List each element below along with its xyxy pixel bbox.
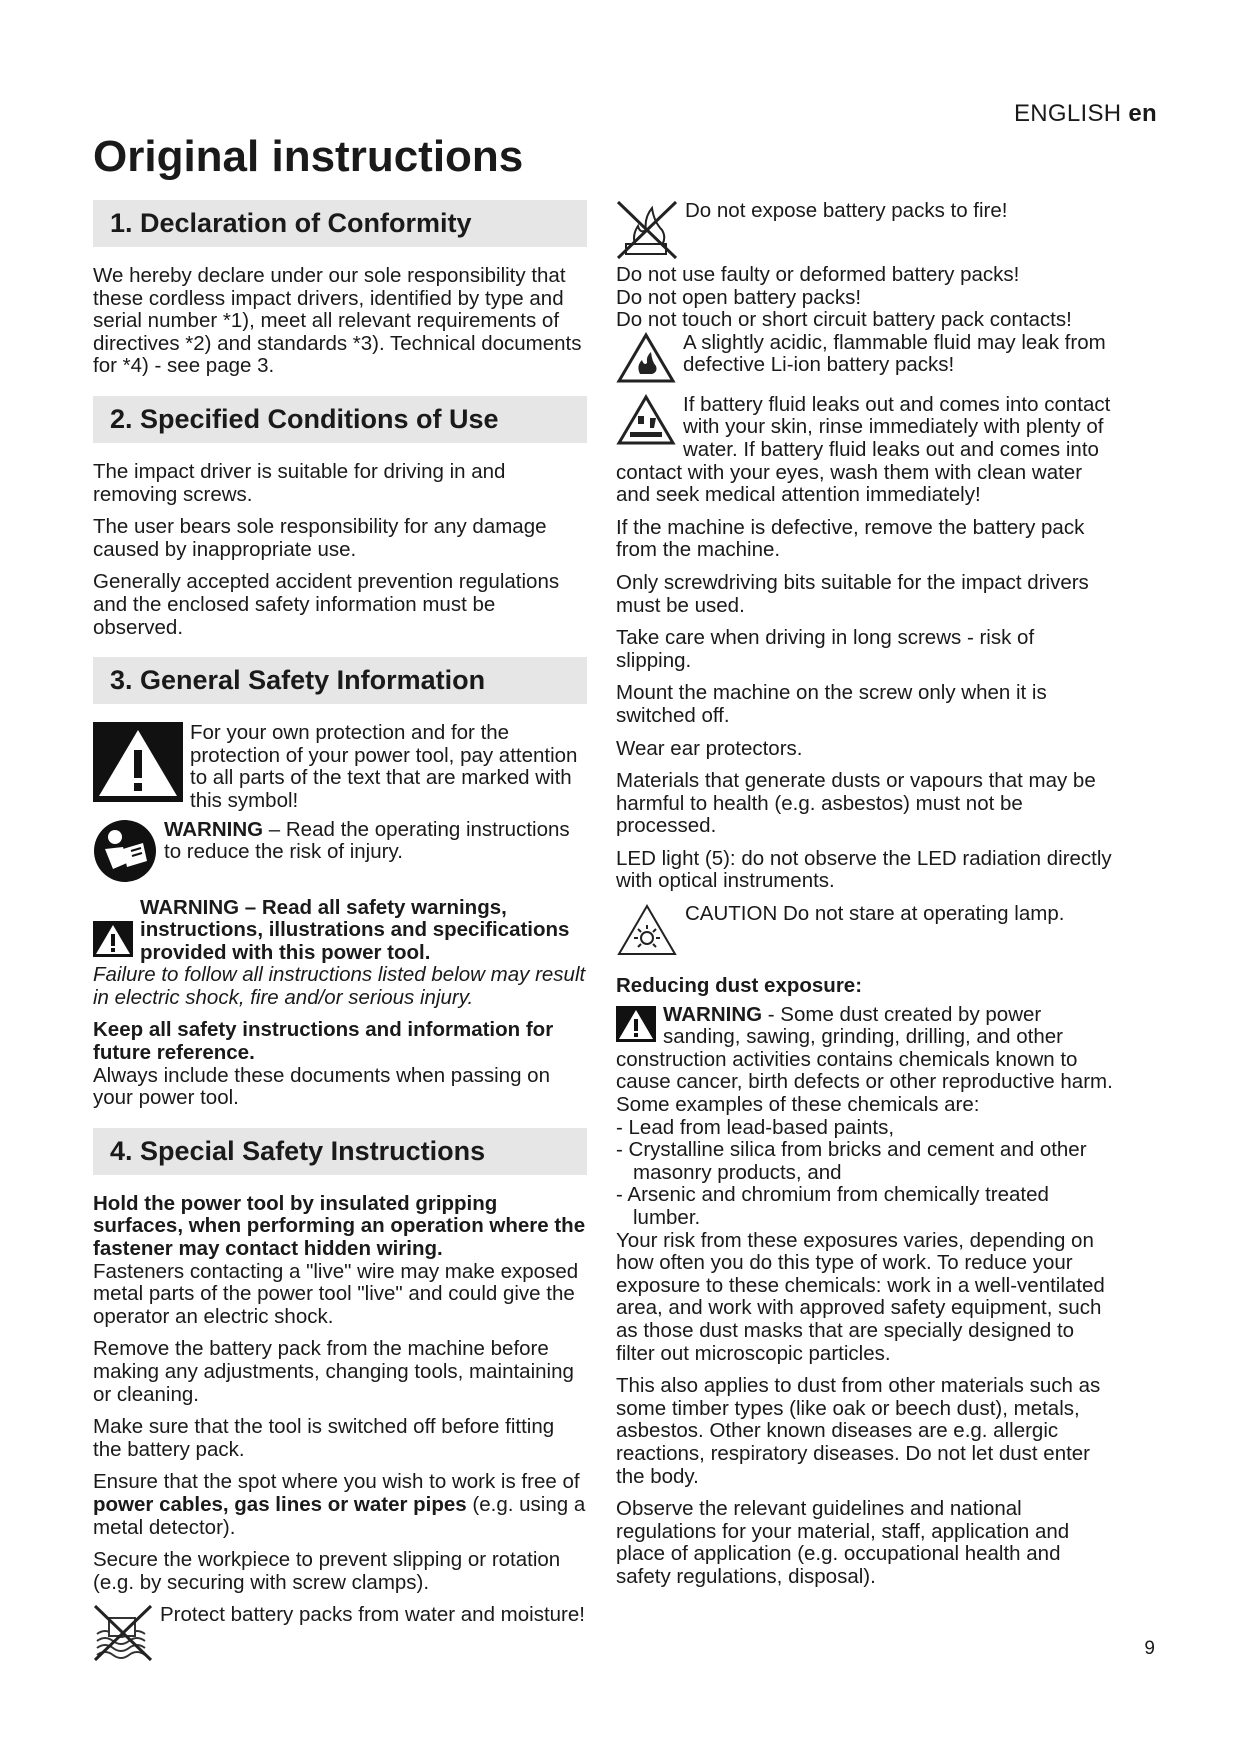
ensure-free-text bbox=[93, 1471, 587, 1539]
ensure-bold: power cables, gas lines or water pipes bbox=[93, 1492, 467, 1516]
secure-workpiece-text: Secure the workpiece to prevent slipping or rotation (e.g. by securing with screw clamps). bbox=[93, 1548, 561, 1594]
section-4-heading: 4. Special Safety Instructions bbox=[93, 1128, 587, 1175]
regulations-text: Observe the relevant guidelines and national regulations for your material, staff, application and place of application (e.g. occupational health and safety regulations, disposal). bbox=[616, 1497, 1070, 1588]
section-1-heading: 1. Declaration of Conformity bbox=[93, 200, 587, 247]
acid-warning-text: A slightly acidic, flammable fluid may leak from defective Li-ion battery packs! bbox=[683, 331, 1106, 377]
manual-warning bbox=[93, 819, 587, 883]
manual-warning-text bbox=[93, 819, 587, 864]
section-2-heading: 2. Specified Conditions of Use bbox=[93, 396, 587, 443]
symbol-notice bbox=[93, 722, 587, 812]
left-column bbox=[93, 200, 587, 1662]
read-manual-icon bbox=[93, 819, 157, 883]
manual-warning-label: WARNING bbox=[164, 818, 264, 841]
fire-warning bbox=[616, 200, 1114, 260]
long-screws-text: Take care when driving in long screws - risk of slipping. bbox=[616, 626, 1035, 672]
read-all-warning bbox=[93, 897, 587, 965]
declaration-text: We hereby declare under our sole responsibility that these cordless impact drivers, identified by type and serial number *1), meet all relevant requirements of directives *2) and standards *3). Technical documents for *4) - see page 3. bbox=[93, 264, 582, 378]
mount-machine-text: Mount the machine on the screw only when it is switched off. bbox=[616, 681, 1047, 727]
dust-warning-text bbox=[616, 1004, 1114, 1117]
water-warning-text: Protect battery packs from water and moisture! bbox=[160, 1604, 585, 1627]
dust-warning-body: - Some dust created by power sanding, sawing, grinding, drilling, and other construction activities contains chemicals known to cause cancer, birth defects or other reproductive harm. Some examples of these chemicals are: bbox=[616, 1002, 1113, 1117]
lamp-caution-text: CAUTION Do not stare at operating lamp. bbox=[685, 903, 1065, 926]
language-code: en bbox=[1128, 100, 1157, 127]
use-paragraph-3: Generally accepted accident prevention regulations and the enclosed safety information must be observed. bbox=[93, 570, 560, 639]
corrosive-icon bbox=[616, 394, 676, 446]
dust-warning-icon bbox=[616, 1006, 656, 1042]
exposure-risk-text: Your risk from these exposures varies, depending on how often you do this type of work. To reduce your exposure to these chemicals: work in a well-ventilated area, and work with approved safety equipment, such as those dust masks that are specially designed to filter out microscopic particles. bbox=[616, 1228, 1105, 1365]
failure-text: Failure to follow all instructions listed below may result in electric shock, fire and/or serious injury. bbox=[93, 963, 586, 1009]
leak-warning bbox=[616, 394, 1114, 507]
use-paragraph-1: The impact driver is suitable for driving in and removing screws. bbox=[93, 459, 506, 506]
defective-machine-text: If the machine is defective, remove the battery pack from the machine. bbox=[616, 515, 1085, 562]
document-title: Original instructions bbox=[93, 132, 524, 181]
always-include-text: Always include these documents when passing on your power tool. bbox=[93, 1063, 550, 1110]
open-battery-text: Do not open battery packs! bbox=[616, 285, 862, 309]
page-number: 9 bbox=[1144, 1638, 1155, 1659]
read-all-warning-text: WARNING – Read all safety warnings, instructions, illustrations and specifications provided with this power tool. bbox=[140, 896, 570, 964]
section-3-heading: 3. General Safety Information bbox=[93, 657, 587, 704]
fire-warning-text: Do not expose battery packs to fire! bbox=[685, 200, 1008, 222]
right-column bbox=[616, 200, 1114, 1599]
warning-symbol-icon bbox=[93, 722, 183, 802]
language-name: ENGLISH bbox=[1013, 100, 1122, 127]
use-paragraph-2: The user bears sole responsibility for any damage caused by inappropriate use. bbox=[93, 515, 547, 561]
remove-battery-text: Remove the battery pack from the machine before making any adjustments, changing tools, maintaining or cleaning. bbox=[93, 1337, 574, 1406]
screwdriving-bits-text: Only screwdriving bits suitable for the impact drivers must be used. bbox=[616, 570, 1089, 617]
dust-warning-label: WARNING bbox=[663, 1002, 763, 1026]
leak-warning-text: If battery fluid leaks out and comes into contact with your skin, rinse immediately with plenty of water. If battery fluid leaks out and comes into contact with your eyes, wash them with clean water and seek medical attention immediately! bbox=[616, 392, 1111, 507]
hold-insulated-text: Hold the power tool by insulated gripping surfaces, when performing an operation where the fastener may contact hidden wiring. bbox=[93, 1191, 586, 1261]
ear-protectors-text: Wear ear protectors. bbox=[616, 736, 803, 760]
language-indicator bbox=[1014, 100, 1157, 128]
list-item: - Arsenic and chromium from chemically treated lumber. bbox=[616, 1183, 1049, 1229]
dust-warning bbox=[616, 1004, 1114, 1117]
no-fire-icon bbox=[616, 200, 678, 260]
live-wire-text: Fasteners contacting a "live" wire may make exposed metal parts of the power tool "live" and could give the operator an electric shock. bbox=[93, 1259, 579, 1328]
manual-warning-body: – Read the operating instructions to reduce the risk of injury. bbox=[164, 818, 570, 864]
lamp-caution bbox=[616, 903, 1114, 957]
symbol-notice-text: For your own protection and for the protection of your power tool, pay attention to all parts of the text that are marked with this symbol! bbox=[190, 722, 578, 812]
ensure-suffix: (e.g. using a metal detector). bbox=[93, 1492, 586, 1539]
list-item: - Lead from lead-based paints, bbox=[616, 1115, 895, 1139]
no-water-icon bbox=[93, 1604, 153, 1662]
keep-instructions-text: Keep all safety instructions and information for future reference. bbox=[93, 1018, 554, 1065]
small-warning-icon bbox=[93, 921, 133, 957]
other-materials-text: This also applies to dust from other materials such as some timber types (like oak or beech dust), metals, asbestos. Other known diseases are e.g. allergic reactions, respiratory diseases. Do not let dust enter the body. bbox=[616, 1374, 1101, 1488]
led-light-text: LED light (5): do not observe the LED radiation directly with optical instruments. bbox=[616, 846, 1112, 893]
switched-off-text: Make sure that the tool is switched off before fitting the battery pack. bbox=[93, 1415, 555, 1461]
chemicals-list bbox=[616, 1117, 1114, 1230]
dust-exposure-heading: Reducing dust exposure: bbox=[616, 974, 863, 998]
harmful-materials-text: Materials that generate dusts or vapours that may be harmful to health (e.g. asbestos) must not be processed. bbox=[616, 769, 1096, 838]
faulty-battery-text: Do not use faulty or deformed battery packs! bbox=[616, 263, 1020, 286]
water-warning bbox=[93, 1604, 587, 1662]
short-circuit-text: Do not touch or short circuit battery pack contacts! bbox=[616, 308, 1072, 332]
flammable-icon bbox=[616, 332, 676, 384]
acid-warning bbox=[616, 332, 1114, 384]
list-item: - Crystalline silica from bricks and cement and other masonry products, and bbox=[616, 1138, 1087, 1184]
lamp-radiation-icon bbox=[616, 903, 678, 957]
ensure-prefix: Ensure that the spot where you wish to work is free of bbox=[93, 1470, 580, 1494]
